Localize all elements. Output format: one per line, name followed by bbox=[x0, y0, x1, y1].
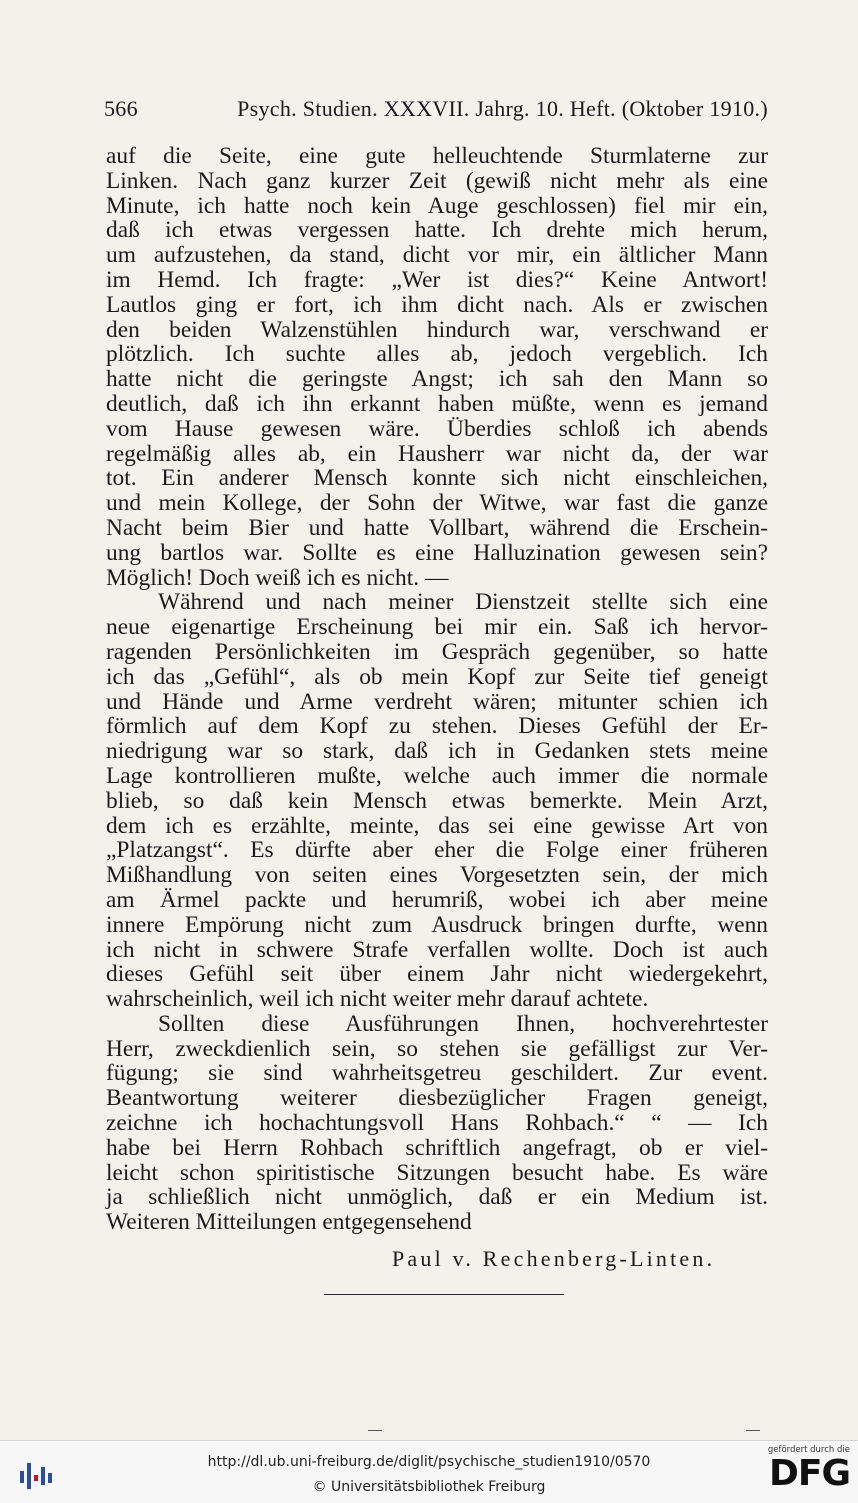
closing-rule bbox=[324, 1294, 564, 1295]
viewer-footer bbox=[0, 1440, 858, 1503]
text-line: den beiden Walzenstühlen hindurch war, verschwand er bbox=[106, 316, 768, 343]
text-line: förmlich auf dem Kopf zu stehen. Dieses Gefühl der Er- bbox=[106, 713, 768, 740]
scan-mark bbox=[746, 1430, 760, 1435]
text-line: auf die Seite, eine gute helleuchtende Sturmlaterne zur bbox=[106, 143, 768, 169]
dfg-tagline: gefördert durch die bbox=[767, 1445, 850, 1455]
text-line: Lautlos ging er fort, ich ihm dicht nach. Als er zwischen bbox=[106, 291, 768, 318]
text-line: Weiteren Mitteilungen entgegensehend bbox=[106, 1209, 472, 1236]
text-line: Möglich! Doch weiß ich es nicht. — bbox=[106, 564, 449, 591]
text-line: fügung; sie sind wahrheitsgetreu geschildert. Zur event. bbox=[106, 1060, 768, 1087]
text-line: Während und nach meiner Dienstzeit stellte sich eine bbox=[158, 589, 768, 616]
document-url[interactable]: http://dl.ub.uni-freiburg.de/diglit/psychische_studien1910/0570 bbox=[207, 1454, 651, 1470]
text-line: und mein Kollege, der Sohn der Witwe, war fast die ganze bbox=[106, 490, 768, 517]
text-line: im Hemd. Ich fragte: „Wer ist dies?“ Keine Antwort! bbox=[106, 266, 768, 293]
text-line: um aufzustehen, da stand, dicht vor mir, ein ältlicher Mann bbox=[106, 242, 768, 269]
text-line: ich das „Gefühl“, als ob mein Kopf zur Seite tief geneigt bbox=[106, 663, 768, 690]
copyright-notice: © Universitätsbibliothek Freiburg bbox=[312, 1479, 546, 1495]
text-line: tot. Ein anderer Mensch konnte sich nicht einschleichen, bbox=[106, 465, 768, 492]
text-line: Lage kontrollieren mußte, welche auch immer die normale bbox=[106, 762, 768, 789]
text-line: daß ich etwas vergessen hatte. Ich drehte mich herum, bbox=[106, 217, 768, 244]
text-line: deutlich, daß ich ihn erkannt haben müßte, wenn es jemand bbox=[106, 390, 768, 417]
text-line: Mißhandlung von seiten eines Vorgesetzten sein, der mich bbox=[106, 862, 768, 889]
text-line: ung bartlos war. Sollte es eine Halluzination gewesen sein? bbox=[106, 539, 768, 566]
page-number: 566 bbox=[104, 96, 138, 121]
text-line: dem ich es erzählte, meinte, das sei eine gewisse Art von bbox=[106, 812, 768, 839]
text-line: vom Hause gewesen wäre. Überdies schloß ich abends bbox=[106, 415, 768, 442]
text-line: neue eigenartige Erscheinung bei mir ein. Saß ich hervor- bbox=[106, 614, 768, 641]
text-line: und Hände und Arme verdreht wären; mitunter schien ich bbox=[106, 688, 768, 715]
text-line: zeichne ich hochachtungsvoll Hans Rohbach.“ “ — Ich bbox=[106, 1110, 768, 1137]
running-header bbox=[104, 96, 768, 122]
scan-mark bbox=[368, 1430, 382, 1435]
body-text bbox=[106, 144, 768, 1235]
text-line: Sollten diese Ausführungen Ihnen, hochverehrtester bbox=[158, 1010, 768, 1037]
dfg-logo[interactable] bbox=[756, 1445, 850, 1501]
text-line: ragenden Persönlichkeiten im Gespräch gegenüber, so hatte bbox=[106, 638, 768, 665]
text-line: leicht schon spiritistische Sitzungen besucht habe. Es wäre bbox=[106, 1159, 768, 1186]
dfg-logo-text: DFG bbox=[768, 1453, 850, 1494]
text-line: blieb, so daß kein Mensch etwas bemerkte. Mein Arzt, bbox=[106, 787, 768, 814]
running-title: Psych. Studien. XXXVII. Jahrg. 10. Heft. (Oktober 1910.) bbox=[237, 96, 768, 121]
text-line: regelmäßig alles ab, ein Hausherr war nicht da, der war bbox=[106, 440, 768, 467]
text-line: hatte nicht die geringste Angst; ich sah den Mann so bbox=[106, 366, 768, 393]
text-line: niedrigung war so stark, daß ich in Gedanken stets meine bbox=[106, 738, 768, 765]
text-line: ja schließlich nicht unmöglich, daß er ein Medium ist. bbox=[106, 1184, 768, 1211]
text-line: ich nicht in schwere Strafe verfallen wollte. Doch ist auch bbox=[106, 936, 768, 963]
text-line: habe bei Herrn Rohbach schriftlich angefragt, ob er viel- bbox=[106, 1134, 768, 1161]
text-line: am Ärmel packte und herumriß, wobei ich aber meine bbox=[106, 886, 768, 913]
text-line: Nacht beim Bier und hatte Vollbart, während die Erschein- bbox=[106, 514, 768, 541]
text-line: Minute, ich hatte noch kein Auge geschlossen) fiel mir ein, bbox=[106, 192, 768, 219]
text-line: dieses Gefühl seit über einem Jahr nicht wiedergekehrt, bbox=[106, 961, 768, 988]
text-line: plötzlich. Ich suchte alles ab, jedoch vergeblich. Ich bbox=[106, 341, 768, 368]
signature: Paul v. Rechenberg-Linten. bbox=[392, 1246, 716, 1271]
text-line: „Platzangst“. Es dürfte aber eher die Folge einer früheren bbox=[106, 837, 768, 864]
text-line: Herr, zweckdienlich sein, so stehen sie gefälligst zur Ver- bbox=[106, 1035, 768, 1062]
text-line: Linken. Nach ganz kurzer Zeit (gewiß nicht mehr als eine bbox=[106, 167, 768, 194]
text-line: innere Empörung nicht zum Ausdruck bringen durfte, wenn bbox=[106, 911, 768, 938]
text-line: Beantwortung weiterer diesbezüglicher Fragen geneigt, bbox=[106, 1085, 768, 1112]
text-line: wahrscheinlich, weil ich nicht weiter mehr darauf achtete. bbox=[106, 986, 649, 1013]
